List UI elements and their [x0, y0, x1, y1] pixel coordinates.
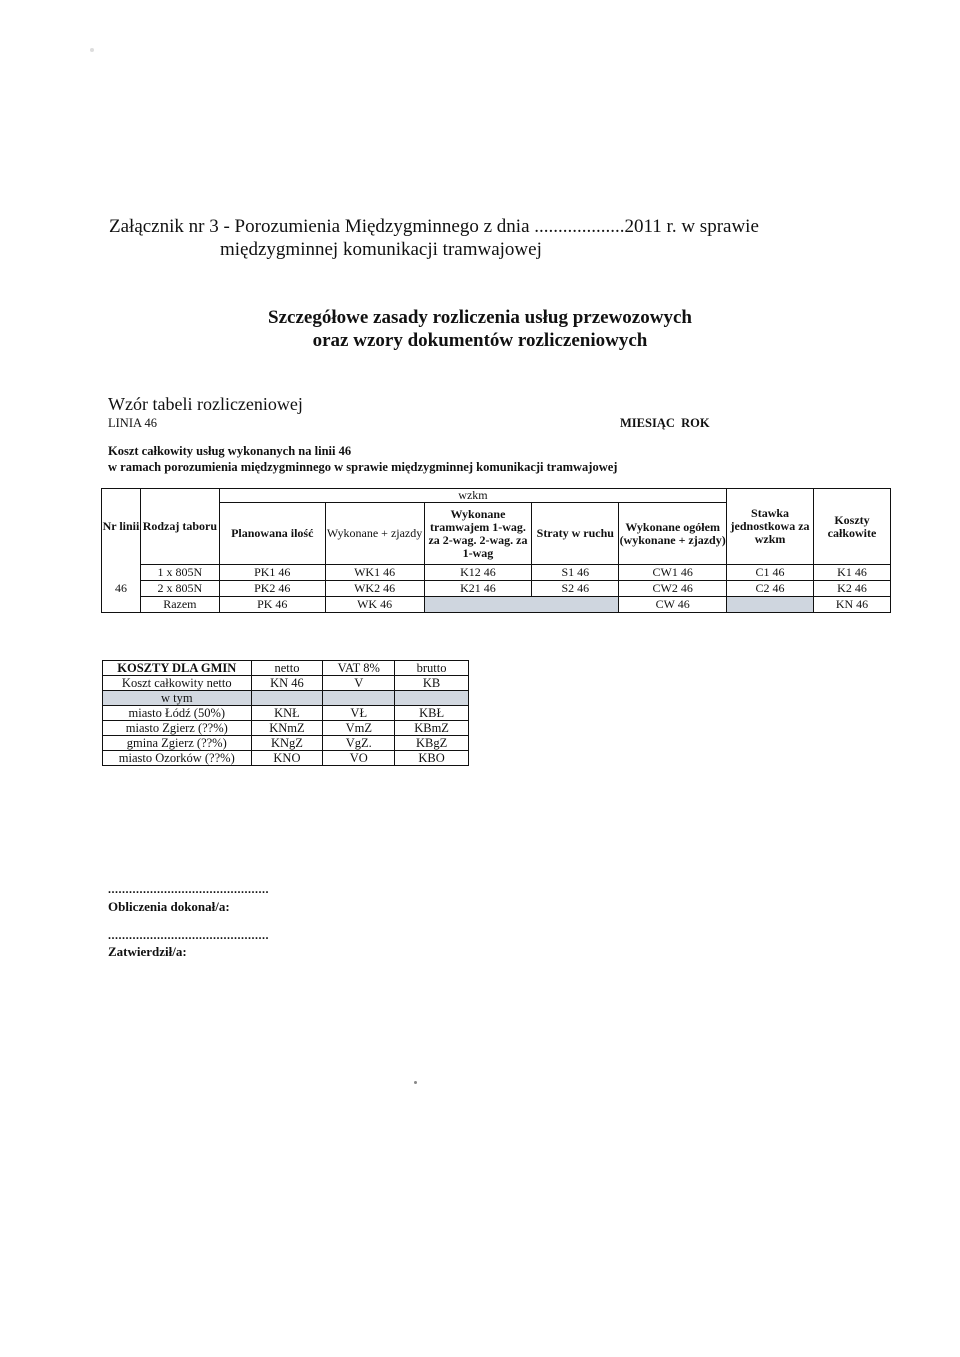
costs-cell: miasto Zgierz (??%)	[103, 721, 252, 736]
costs-cell: KBO	[395, 751, 469, 766]
costs-header-cell: VAT 8%	[323, 661, 395, 676]
table-cell: KN 46	[814, 597, 891, 613]
table-cell: K21 46	[424, 581, 532, 597]
table-cell: Razem	[140, 597, 219, 613]
header-rodzaj-taboru: Rodzaj taboru	[140, 489, 219, 565]
table-cell: CW 46	[619, 597, 727, 613]
template-label: Wzór tabeli rozliczeniowej	[108, 394, 303, 414]
header-wykonane-tramwajem: Wykonane tramwajem 1-wag. za 2-wag. 2-wag. za 1-wag	[424, 503, 532, 565]
costs-cell: V	[323, 676, 395, 691]
costs-cell: VmZ	[323, 721, 395, 736]
table-cell: K2 46	[814, 581, 891, 597]
costs-cell: VŁ	[323, 706, 395, 721]
table-cell: WK2 46	[325, 581, 424, 597]
costs-header-cell: KOSZTY DLA GMIN	[103, 661, 252, 676]
table-cell: 2 x 805N	[140, 581, 219, 597]
costs-cell: VO	[323, 751, 395, 766]
table-cell: PK2 46	[219, 581, 325, 597]
costs-cell: KN 46	[251, 676, 323, 691]
header-wykonane-ogolem: Wykonane ogółem (wykonane + zjazdy)	[619, 503, 727, 565]
costs-cell: KNmZ	[251, 721, 323, 736]
shaded-cell	[424, 597, 619, 613]
costs-cell: KBŁ	[395, 706, 469, 721]
line-label: LINIA 46	[108, 416, 157, 430]
header-wzkm: wzkm	[219, 489, 726, 503]
document-title-line-2: oraz wzory dokumentów rozliczeniowych	[312, 330, 648, 351]
line-number-cell: 46	[102, 565, 141, 613]
header-line-2: międzygminnej komunikacji tramwajowej	[220, 239, 542, 260]
header-wykonane-zjazdy: Wykonane + zjazdy	[325, 503, 424, 565]
shaded-cell	[395, 691, 469, 706]
calculated-by-label: Obliczenia dokonał/a:	[108, 899, 230, 914]
header-straty: Straty w ruchu	[532, 503, 619, 565]
table-cell: C1 46	[727, 565, 814, 581]
costs-cell: VgZ.	[323, 736, 395, 751]
costs-cell: gmina Zgierz (??%)	[103, 736, 252, 751]
settlement-table	[101, 488, 891, 613]
table-cell: 1 x 805N	[140, 565, 219, 581]
costs-cell: Koszt całkowity netto	[103, 676, 252, 691]
header-nr-linii: Nr linii	[102, 489, 141, 565]
shaded-cell	[251, 691, 323, 706]
table-cell: WK1 46	[325, 565, 424, 581]
municipal-costs-table	[102, 660, 469, 766]
header-stawka: Stawka jednostkowa za wzkm	[727, 489, 814, 565]
header-planowana: Planowana ilość	[219, 503, 325, 565]
cost-description-line-2: w ramach porozumienia międzygminnego w sprawie międzygminnej komunikacji tramwajowej	[108, 460, 618, 474]
table-cell: K1 46	[814, 565, 891, 581]
scan-speck	[90, 48, 94, 52]
costs-cell: miasto Łódź (50%)	[103, 706, 252, 721]
table-cell: CW2 46	[619, 581, 727, 597]
table-cell: S2 46	[532, 581, 619, 597]
costs-cell: KNŁ	[251, 706, 323, 721]
shaded-cell	[323, 691, 395, 706]
table-cell: K12 46	[424, 565, 532, 581]
document-title-line-1: Szczegółowe zasady rozliczenia usług przewozowych	[268, 307, 692, 328]
table-cell: S1 46	[532, 565, 619, 581]
costs-cell: KNO	[251, 751, 323, 766]
month-year-label: MIESIĄC ROK	[620, 416, 710, 430]
costs-cell: KBmZ	[395, 721, 469, 736]
signature-line-calculated: ..............................................	[108, 882, 269, 896]
costs-cell: KNgZ	[251, 736, 323, 751]
costs-cell: KB	[395, 676, 469, 691]
approved-by-label: Zatwierdził/a:	[108, 944, 187, 959]
cost-description-line-1: Koszt całkowity usług wykonanych na linii 46	[108, 444, 352, 458]
table-cell: PK1 46	[219, 565, 325, 581]
costs-cell: KBgZ	[395, 736, 469, 751]
signature-line-approved: ..............................................	[108, 928, 269, 942]
costs-header-cell: brutto	[395, 661, 469, 676]
table-cell: PK 46	[219, 597, 325, 613]
scan-speck	[414, 1081, 417, 1084]
table-cell: WK 46	[325, 597, 424, 613]
table-cell: CW1 46	[619, 565, 727, 581]
costs-header-cell: netto	[251, 661, 323, 676]
header-koszty: Koszty całkowite	[814, 489, 891, 565]
costs-cell: miasto Ozorków (??%)	[103, 751, 252, 766]
table-cell: C2 46	[727, 581, 814, 597]
shaded-cell	[727, 597, 814, 613]
costs-subheader: w tym	[103, 691, 252, 706]
header-line-1: Załącznik nr 3 - Porozumienia Międzygminnego z dnia ...................2011 r. w sprawie	[109, 216, 759, 237]
